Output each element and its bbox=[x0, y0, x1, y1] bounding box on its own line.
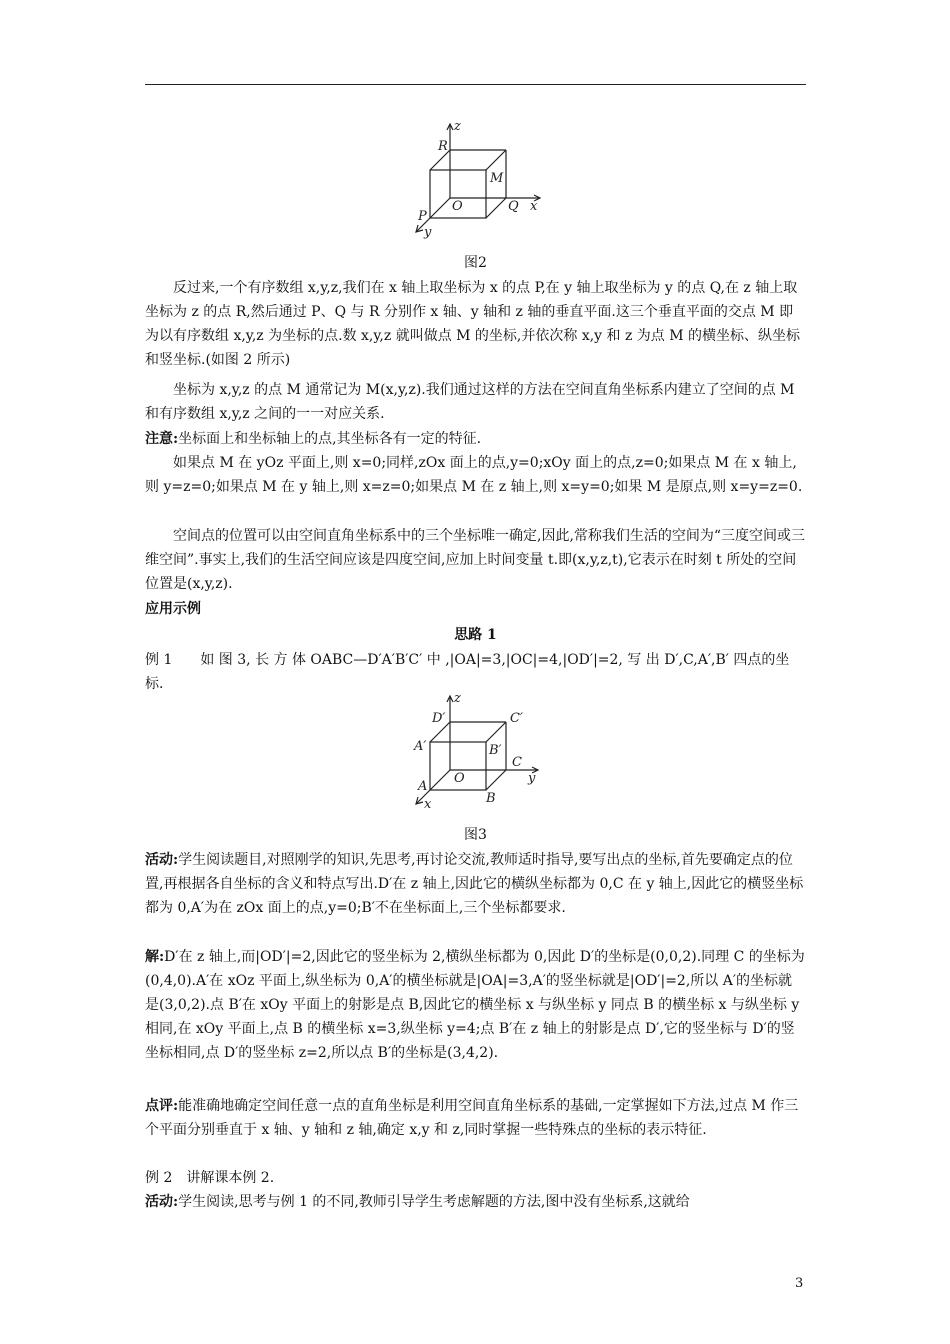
note-text: 坐标面上和坐标轴上的点,其坐标各有一定的特征. bbox=[178, 431, 482, 447]
fig2-label-R: R bbox=[438, 139, 448, 154]
activity-1-label: 活动: bbox=[145, 852, 179, 868]
figure-2-caption: 图2 bbox=[464, 255, 487, 271]
fig3-label-Bp: B′ bbox=[489, 743, 502, 758]
fig3-label-y: y bbox=[528, 771, 536, 786]
idea-heading: 思路 1 bbox=[454, 627, 497, 643]
fig2-label-O: O bbox=[452, 199, 463, 214]
page-number: 3 bbox=[795, 1276, 804, 1291]
figure-2-diagram bbox=[410, 118, 550, 243]
fig3-label-Dp: D′ bbox=[432, 711, 446, 726]
header-rule bbox=[145, 84, 806, 85]
note bbox=[145, 427, 806, 451]
example-1: 例 1 如 图 3, 长 方 体 OABC—D′A′B′C′ 中 ,|OA|=3,|OC|=4,|OD′|=2, 写 出 D′,C,A′,B′ 四点的坐标. bbox=[145, 652, 790, 692]
fig3-label-O: O bbox=[454, 771, 465, 786]
activity-2 bbox=[145, 1190, 806, 1214]
paragraph-reverse: 反过来,一个有序数组 x,y,z,我们在 x 轴上取坐标为 x 的点 P,在 y 轴上取坐标为 y 的点 Q,在 z 轴上取坐标为 z 的点 R,然后通过 P、Q 与 R 分别作 x 轴、y 轴和 z 轴的垂直平面.这三个垂直平面的交点 M 即为以有序数组 x,y,z 为坐标的点.数 x,y,z 就叫做点 M 的坐标,并依次称 x,y 和 z 为点 M 的横坐标、纵坐标和竖坐标.(如图 2 所示) bbox=[145, 280, 801, 368]
activity-1-text: 学生阅读题目,对照刚学的知识,先思考,再讨论交流,教师适时指导,要写出点的坐标,首先要确定点的位置,再根据各自坐标的含义和特点写出.D′在 z 轴上,因此它的横纵坐标都为 0,C 在 y 轴上,因此它的横竖坐标都为 0,A′为在 zOx 面上的点,y=0;B′不在坐标面上,三个坐标都要求. bbox=[145, 852, 804, 916]
fig3-label-Ap: A′ bbox=[414, 739, 427, 754]
fig3-label-x: x bbox=[424, 797, 432, 812]
fig3-label-z: z bbox=[454, 692, 461, 706]
activity-1 bbox=[145, 848, 806, 920]
comment-text: 能准确地确定空间任意一点的直角坐标是利用空间直角坐标系的基础,一定掌握如下方法,过点 M 作三个平面分别垂直于 x 轴、y 轴和 z 轴,确定 x,y 和 z,同时掌握一些特殊点的坐标的表示特征. bbox=[145, 1098, 799, 1138]
fig3-label-A: A bbox=[418, 779, 428, 794]
fig2-label-Q: Q bbox=[508, 199, 519, 214]
section-heading: 应用示例 bbox=[145, 601, 201, 617]
comment bbox=[145, 1094, 806, 1142]
fig2-label-z: z bbox=[454, 119, 461, 134]
paragraph-special-points: 如果点 M 在 yOz 平面上,则 x=0;同样,zOx 面上的点,y=0;xOy 面上的点,z=0;如果点 M 在 x 轴上,则 y=z=0;如果点 M 在 y 轴上,则 x=z=0;如果点 M 在 z 轴上,则 x=y=0;如果 M 是原点,则 x=y=z=0. bbox=[145, 455, 803, 495]
activity-2-label: 活动: bbox=[145, 1194, 179, 1210]
solution bbox=[145, 945, 806, 1065]
comment-label: 点评: bbox=[145, 1098, 179, 1114]
paragraph-notation: 坐标为 x,y,z 的点 M 通常记为 M(x,y,z).我们通过这样的方法在空间直角坐标系内建立了空间的点 M 和有序数组 x,y,z 之间的一一对应关系. bbox=[145, 382, 795, 422]
fig3-label-C: C bbox=[512, 755, 522, 770]
fig2-label-y: y bbox=[424, 225, 432, 240]
fig2-label-M: M bbox=[490, 171, 504, 186]
paragraph-space: 空间点的位置可以由空间直角坐标系中的三个坐标唯一确定,因此,常称我们生活的空间为“三度空间或三维空间”.事实上,我们的生活空间应该是四度空间,应加上时间变量 t.即(x,y,z,t),它表示在时刻 t 所处的空间位置是(x,y,z). bbox=[145, 528, 806, 592]
activity-2-text: 学生阅读,思考与例 1 的不同,教师引导学生考虑解题的方法,图中没有坐标系,这就给 bbox=[178, 1194, 690, 1210]
fig3-label-Cp: C′ bbox=[510, 711, 523, 726]
note-label: 注意: bbox=[145, 431, 179, 447]
solution-text: D′在 z 轴上,而|OD′|=2,因此它的竖坐标为 2,横纵坐标都为 0,因此 D′的坐标是(0,0,2).同理 C 的坐标为(0,4,0).A′在 xOz 平面上,纵坐标为 0,A′的横坐标就是|OA|=3,A′的竖坐标就是|OD′|=2,所以 A′的坐标就是(3,0,2).点 B′在 xOy 平面上的射影是点 B,因此它的横坐标 x 与纵坐标 y 同点 B 的横坐标 x 与纵坐标 y 相同,在 xOy 平面上,点 B 的横坐标 x=3,纵坐标 y=4;点 B′在 z 轴上的射影是点 D′,它的竖坐标与 D′的竖坐标相同,点 D′的竖坐标 z=2,所以点 B′的坐标是(3,4,2). bbox=[145, 949, 805, 1061]
solution-label: 解: bbox=[145, 949, 165, 965]
figure-3-caption: 图3 bbox=[464, 827, 487, 843]
example-2: 例 2 讲解课本例 2. bbox=[145, 1170, 275, 1186]
figure-3-diagram bbox=[410, 692, 550, 812]
fig3-label-B: B bbox=[486, 791, 496, 806]
fig2-label-P: P bbox=[418, 209, 427, 224]
fig2-label-x: x bbox=[530, 199, 538, 214]
